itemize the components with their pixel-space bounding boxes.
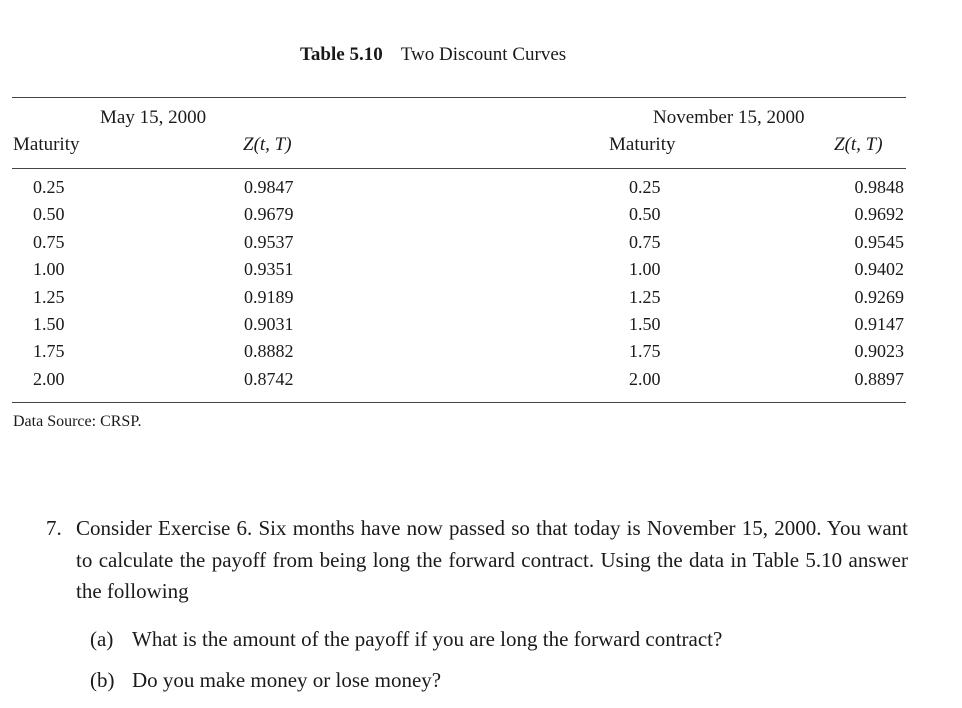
exercise-7 bbox=[46, 513, 908, 608]
exercise-part-a bbox=[90, 627, 722, 652]
exercise-number: 7. bbox=[46, 516, 62, 540]
right-z-header: Z(t, T) bbox=[834, 134, 883, 155]
right-maturity-header: Maturity bbox=[609, 134, 676, 155]
exercise-part-b bbox=[90, 668, 441, 693]
table-cell: 1.00 bbox=[33, 259, 65, 280]
table-cell: 1.50 bbox=[629, 313, 661, 334]
table-caption bbox=[300, 44, 566, 66]
table-cell: 0.9402 bbox=[854, 259, 904, 280]
table-cell: 0.50 bbox=[33, 204, 65, 225]
table-cell: 2.00 bbox=[629, 368, 661, 389]
table-cell: 0.9692 bbox=[854, 204, 904, 225]
part-label: (b) bbox=[90, 668, 115, 692]
table-cell: 0.9023 bbox=[854, 341, 904, 362]
table-number: Table 5.10 bbox=[300, 44, 383, 65]
table-cell: 0.9847 bbox=[244, 177, 294, 197]
left-maturity-column bbox=[33, 174, 65, 393]
right-z-column bbox=[820, 174, 904, 393]
left-group-header: May 15, 2000 bbox=[100, 107, 207, 128]
table-cell: 0.8742 bbox=[244, 368, 294, 389]
table-cell: 0.8897 bbox=[854, 368, 904, 389]
table-cell: 0.9351 bbox=[244, 259, 294, 280]
table-cell: 0.9147 bbox=[854, 313, 904, 334]
left-z-header: Z(t, T) bbox=[243, 134, 292, 155]
left-maturity-header: Maturity bbox=[13, 134, 80, 155]
table-cell: 0.9848 bbox=[854, 177, 904, 197]
table-header-rule bbox=[12, 168, 906, 169]
table-cell: 0.9189 bbox=[244, 286, 294, 307]
table-cell: 0.25 bbox=[629, 177, 661, 197]
part-text: Do you make money or lose money? bbox=[132, 668, 442, 692]
table-cell: 0.25 bbox=[33, 177, 65, 197]
table-cell: 1.75 bbox=[33, 341, 65, 362]
right-group-header: November 15, 2000 bbox=[653, 107, 805, 128]
table-cell: 1.25 bbox=[629, 286, 661, 307]
table-cell: 1.25 bbox=[33, 286, 65, 307]
table-cell: 0.75 bbox=[33, 231, 65, 252]
table-cell: 0.9679 bbox=[244, 204, 294, 225]
left-z-column bbox=[244, 174, 294, 393]
table-cell: 1.75 bbox=[629, 341, 661, 362]
table-cell: 0.9545 bbox=[854, 231, 904, 252]
data-source-note: Data Source: CRSP. bbox=[13, 413, 142, 430]
table-cell: 0.9269 bbox=[854, 286, 904, 307]
part-label: (a) bbox=[90, 627, 114, 651]
table-cell: 0.75 bbox=[629, 231, 661, 252]
part-text: What is the amount of the payoff if you are long the forward contract? bbox=[132, 627, 723, 651]
exercise-text: Consider Exercise 6. Six months have now passed so that today is November 15, 2000. You want to calculate the payoff from being long the forward contract. Using the data in Table 5.10 answer the following bbox=[76, 516, 908, 603]
table-cell: 0.9031 bbox=[244, 313, 294, 334]
table-bottom-rule bbox=[12, 402, 906, 403]
table-cell: 0.50 bbox=[629, 204, 661, 225]
table-cell: 2.00 bbox=[33, 368, 65, 389]
table-cell: 1.50 bbox=[33, 313, 65, 334]
table-cell: 0.9537 bbox=[244, 231, 294, 252]
table-top-rule bbox=[12, 97, 906, 98]
table-cell: 1.00 bbox=[629, 259, 661, 280]
table-cell: 0.8882 bbox=[244, 341, 294, 362]
table-title: Two Discount Curves bbox=[400, 44, 567, 65]
right-maturity-column bbox=[629, 174, 661, 393]
